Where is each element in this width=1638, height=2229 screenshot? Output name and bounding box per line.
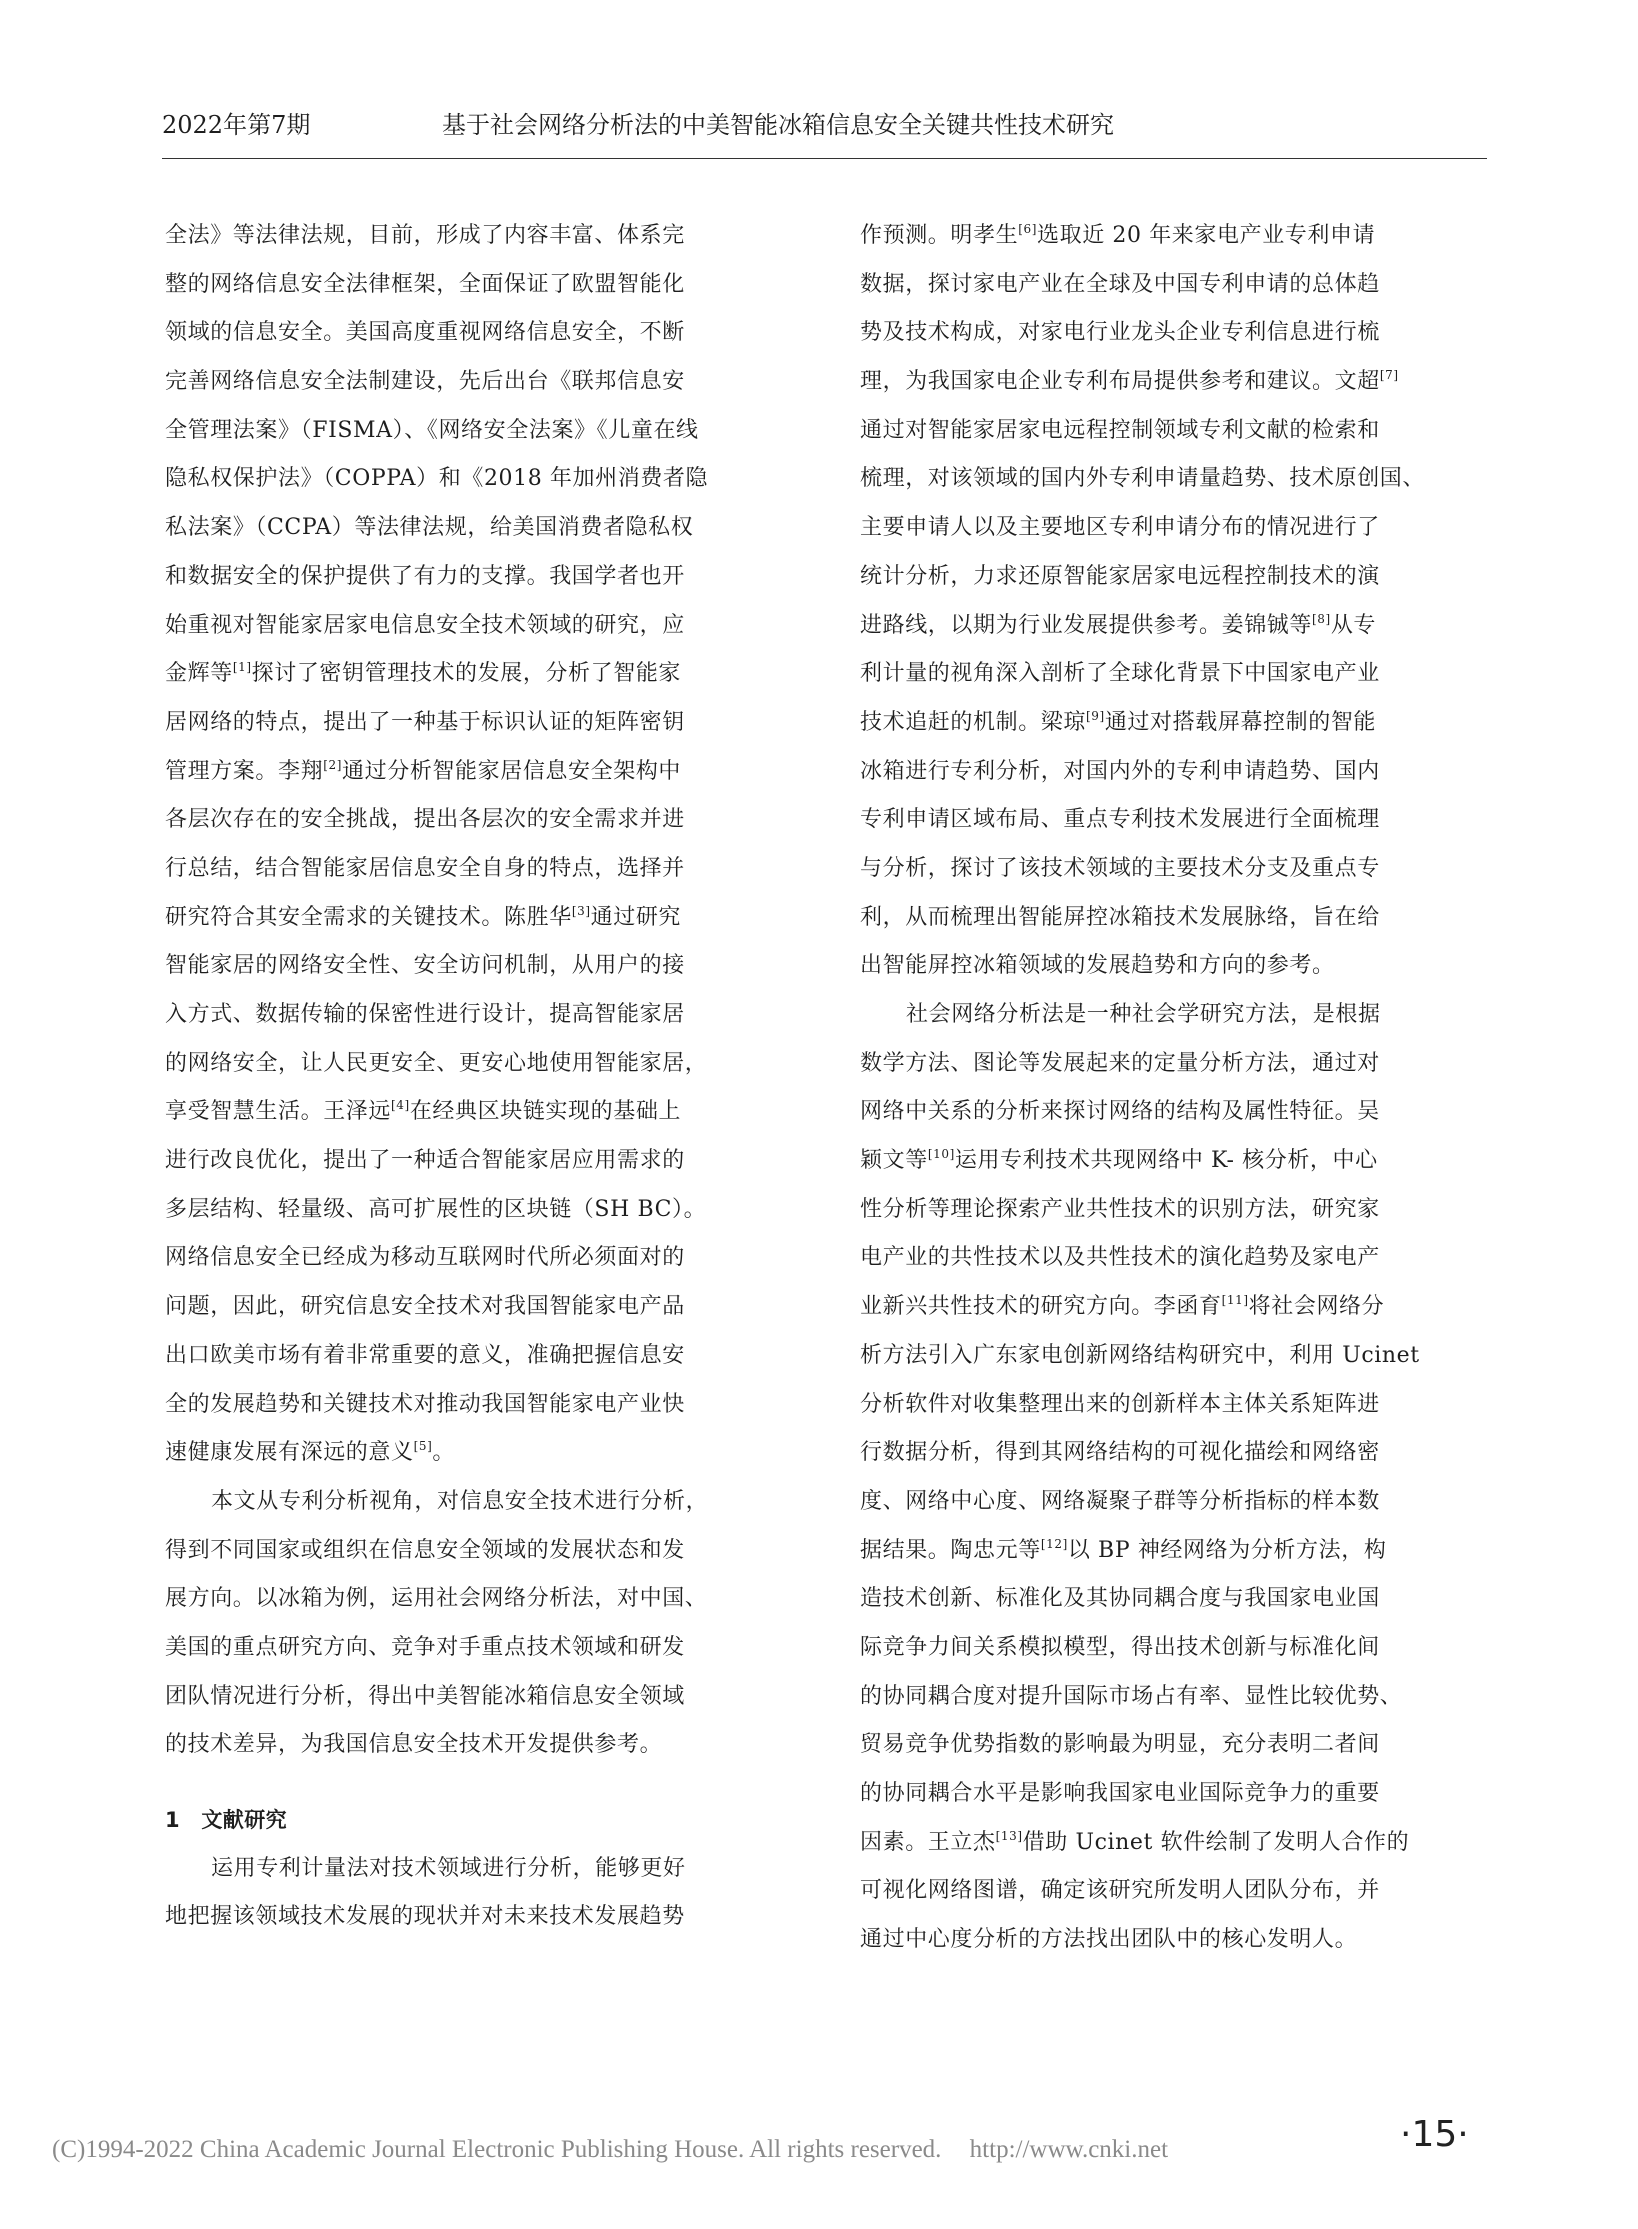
citation-ref: [2] bbox=[323, 757, 343, 772]
line-text: 得到不同国家或组织在信息安全领域的发展状态和发 bbox=[165, 1537, 685, 1563]
text-line bbox=[165, 650, 793, 699]
line-text: 析方法引入广东家电创新网络结构研究中，利用 Ucinet bbox=[860, 1342, 1420, 1368]
citation-ref: [9] bbox=[1086, 708, 1105, 723]
line-text: 全的发展趋势和关键技术对推动我国智能家电产业快 bbox=[165, 1391, 685, 1417]
text-line bbox=[165, 796, 793, 845]
text-line bbox=[165, 1478, 793, 1527]
text-line bbox=[860, 309, 1488, 358]
text-line bbox=[860, 1332, 1488, 1381]
text-line bbox=[165, 309, 793, 358]
text-line bbox=[165, 1721, 793, 1770]
line-text: 金辉等 bbox=[165, 661, 233, 687]
text-line bbox=[860, 1234, 1488, 1283]
line-text: 理，为我国家电企业专利布局提供参考和建议。文超 bbox=[860, 369, 1380, 395]
text-line bbox=[860, 1429, 1488, 1478]
line-text: 利，从而梳理出智能屏控冰箱技术发展脉络，旨在给 bbox=[860, 904, 1380, 930]
line-text-rest: 。 bbox=[432, 1440, 456, 1466]
text-line bbox=[165, 1381, 793, 1430]
line-text-rest: 借助 Ucinet 软件绘制了发明人合作的 bbox=[1022, 1829, 1410, 1855]
text-line bbox=[860, 1040, 1488, 1089]
text-line bbox=[860, 1186, 1488, 1235]
line-text: 智能家居的网络安全性、安全访问机制，从用户的接 bbox=[165, 953, 685, 979]
text-line bbox=[860, 1575, 1488, 1624]
text-line bbox=[860, 1819, 1488, 1868]
line-text: 始重视对智能家居家电信息安全技术领域的研究，应 bbox=[165, 612, 685, 638]
text-line bbox=[860, 650, 1488, 699]
line-text: 和数据安全的保护提供了有力的支撑。我国学者也开 bbox=[165, 563, 685, 589]
citation-ref: [13] bbox=[995, 1828, 1023, 1843]
line-text: 分析软件对收集整理出来的创新样本主体关系矩阵进 bbox=[860, 1391, 1380, 1417]
left-column bbox=[165, 212, 793, 1942]
line-text: 进路线，以期为行业发展提供参考。姜锦铖等 bbox=[860, 612, 1313, 638]
text-line bbox=[165, 553, 793, 602]
line-text: 享受智慧生活。王泽远 bbox=[165, 1099, 392, 1125]
text-line bbox=[165, 455, 793, 504]
text-line bbox=[165, 1040, 793, 1089]
line-text: 造技术创新、标准化及其协同耦合度与我国家电业国 bbox=[860, 1586, 1380, 1612]
citation-ref: [5] bbox=[413, 1439, 433, 1454]
right-column bbox=[860, 212, 1488, 1965]
line-text: 隐私权保护法》（COPPA）和《2018 年加州消费者隐 bbox=[165, 466, 709, 492]
line-text-rest: 通过对搭载屏幕控制的智能 bbox=[1104, 709, 1377, 735]
line-text: 技术追赶的机制。梁琼 bbox=[860, 709, 1087, 735]
citation-ref: [11] bbox=[1221, 1293, 1249, 1308]
line-text: 贸易竞争优势指数的影响最为明显，充分表明二者间 bbox=[860, 1732, 1380, 1758]
line-text: 速健康发展有深远的意义 bbox=[165, 1440, 414, 1466]
line-text: 美国的重点研究方向、竞争对手重点技术领域和研发 bbox=[165, 1634, 685, 1660]
text-line bbox=[860, 991, 1488, 1040]
text-line bbox=[860, 1137, 1488, 1186]
running-header bbox=[162, 110, 1487, 160]
line-text: 管理方案。李翔 bbox=[165, 758, 324, 784]
text-line bbox=[165, 1429, 793, 1478]
text-line bbox=[165, 602, 793, 651]
line-text: 社会网络分析法是一种社会学研究方法，是根据 bbox=[906, 1002, 1381, 1027]
line-text: 与分析，探讨了该技术领域的主要技术分支及重点专 bbox=[860, 855, 1380, 881]
line-text: 业新兴共性技术的研究方向。李函育 bbox=[860, 1294, 1222, 1320]
line-text: 的网络安全，让人民更安全、更安心地使用智能家居， bbox=[165, 1050, 708, 1076]
text-line bbox=[165, 991, 793, 1040]
text-line bbox=[860, 407, 1488, 456]
text-line bbox=[860, 1867, 1488, 1916]
line-text-rest: 选取近 20 年来家电产业专利申请 bbox=[1037, 223, 1376, 248]
header-rule bbox=[162, 158, 1487, 159]
text-line bbox=[165, 699, 793, 748]
text-line bbox=[860, 894, 1488, 943]
line-text: 的技术差异，为我国信息安全技术开发提供参考。 bbox=[165, 1732, 663, 1758]
text-line bbox=[860, 1527, 1488, 1576]
line-text: 度、网络中心度、网络凝聚子群等分析指标的样本数 bbox=[860, 1488, 1380, 1514]
text-line bbox=[860, 1916, 1488, 1965]
line-text: 私法案》（CCPA）等法律法规，给美国消费者隐私权 bbox=[165, 515, 694, 541]
line-text: 本文从专利分析视角，对信息安全技术进行分析， bbox=[211, 1488, 709, 1514]
cnki-url: http://www.cnki.net bbox=[969, 2136, 1169, 2163]
text-line bbox=[165, 1234, 793, 1283]
section-gap bbox=[165, 1770, 793, 1796]
text-line bbox=[165, 1893, 793, 1942]
line-text: 颖文等 bbox=[860, 1148, 928, 1174]
line-text: 势及技术构成，对家电行业龙头企业专利信息进行梳 bbox=[860, 320, 1380, 346]
line-text: 数据，探讨家电产业在全球及中国专利申请的总体趋 bbox=[860, 271, 1380, 297]
running-title: 基于社会网络分析法的中美智能冰箱信息安全关键共性技术研究 bbox=[442, 111, 1114, 139]
text-line bbox=[165, 261, 793, 310]
line-text: 全法》等法律法规，目前，形成了内容丰富、体系完 bbox=[165, 223, 685, 248]
text-line bbox=[860, 1478, 1488, 1527]
line-text: 整的网络信息安全法律框架，全面保证了欧盟智能化 bbox=[165, 271, 685, 297]
line-text: 利计量的视角深入剖析了全球化背景下中国家电产业 bbox=[860, 661, 1380, 687]
text-line bbox=[860, 845, 1488, 894]
citation-ref: [8] bbox=[1312, 611, 1331, 626]
citation-ref: [10] bbox=[927, 1147, 955, 1162]
line-text: 行数据分析，得到其网络结构的可视化描绘和网络密 bbox=[860, 1440, 1380, 1466]
text-line bbox=[860, 261, 1488, 310]
line-text: 出智能屏控冰箱领域的发展趋势和方向的参考。 bbox=[860, 953, 1335, 979]
text-line bbox=[860, 748, 1488, 797]
text-line bbox=[165, 1088, 793, 1137]
text-line bbox=[860, 1088, 1488, 1137]
text-line bbox=[860, 1381, 1488, 1430]
line-text-rest: 从专 bbox=[1330, 612, 1377, 638]
citation-ref: [7] bbox=[1379, 368, 1399, 383]
line-text: 性分析等理论探索产业共性技术的识别方法，研究家 bbox=[860, 1196, 1380, 1222]
line-text: 网络中关系的分析来探讨网络的结构及属性特征。吴 bbox=[860, 1099, 1380, 1125]
line-text: 居网络的特点，提出了一种基于标识认证的矩阵密钥 bbox=[165, 709, 685, 735]
line-text: 数学方法、图论等发展起来的定量分析方法，通过对 bbox=[860, 1050, 1380, 1076]
line-text: 全管理法案》（FISMA）、《网络安全法案》《儿童在线 bbox=[165, 417, 699, 443]
line-text: 完善网络信息安全法制建设，先后出台《联邦信息安 bbox=[165, 369, 685, 395]
citation-ref: [6] bbox=[1018, 222, 1038, 236]
text-line bbox=[165, 1673, 793, 1722]
citation-ref: [4] bbox=[391, 1098, 410, 1113]
text-line bbox=[165, 1332, 793, 1381]
line-text: 领域的信息安全。美国高度重视网络信息安全，不断 bbox=[165, 320, 685, 346]
text-line bbox=[165, 504, 793, 553]
text-line bbox=[165, 1624, 793, 1673]
line-text: 际竞争力间关系模拟模型，得出技术创新与标准化间 bbox=[860, 1634, 1380, 1660]
line-text: 的协同耦合度对提升国际市场占有率、显性比较优势、 bbox=[860, 1683, 1403, 1709]
text-line bbox=[165, 942, 793, 991]
line-text-rest: 以 BP 神经网络为分析方法，构 bbox=[1067, 1537, 1387, 1563]
line-text: 网络信息安全已经成为移动互联网时代所必须面对的 bbox=[165, 1245, 685, 1271]
text-line bbox=[860, 455, 1488, 504]
line-text: 行总结，结合智能家居信息安全自身的特点，选择并 bbox=[165, 855, 685, 881]
line-text: 主要申请人以及主要地区专利申请分布的情况进行了 bbox=[860, 515, 1380, 541]
line-text: 出口欧美市场有着非常重要的意义，准确把握信息安 bbox=[165, 1342, 685, 1368]
text-line bbox=[165, 1137, 793, 1186]
line-text-rest: 在经典区块链实现的基础上 bbox=[409, 1099, 682, 1125]
line-text: 研究符合其安全需求的关键技术。陈胜华 bbox=[165, 904, 572, 930]
section-heading bbox=[165, 1796, 793, 1845]
line-text: 地把握该领域技术发展的现状并对未来技术发展趋势 bbox=[165, 1904, 685, 1930]
text-line bbox=[860, 212, 1488, 261]
text-line bbox=[860, 796, 1488, 845]
line-text: 电产业的共性技术以及共性技术的演化趋势及家电产 bbox=[860, 1245, 1380, 1271]
text-line bbox=[165, 1527, 793, 1576]
line-text: 展方向。以冰箱为例，运用社会网络分析法，对中国、 bbox=[165, 1586, 708, 1612]
line-text: 多层结构、轻量级、高可扩展性的区块链（SH BC）。 bbox=[165, 1196, 707, 1222]
line-text: 据结果。陶忠元等 bbox=[860, 1537, 1041, 1563]
text-line bbox=[860, 602, 1488, 651]
text-line bbox=[165, 845, 793, 894]
text-line bbox=[860, 1283, 1488, 1332]
text-line bbox=[165, 1186, 793, 1235]
line-text: 作预测。明孝生 bbox=[860, 223, 1019, 248]
line-text: 统计分析，力求还原智能家居家电远程控制技术的演 bbox=[860, 563, 1380, 589]
line-text-rest: 通过分析智能家居信息安全架构中 bbox=[342, 758, 682, 784]
text-line bbox=[860, 504, 1488, 553]
line-text: 通过中心度分析的方法找出团队中的核心发明人。 bbox=[860, 1927, 1358, 1953]
text-line bbox=[860, 553, 1488, 602]
line-text: 通过对智能家居家电远程控制领域专利文献的检索和 bbox=[860, 417, 1380, 443]
line-text-rest: 将社会网络分 bbox=[1248, 1294, 1385, 1320]
line-text-rest: 探讨了密钥管理技术的发展，分析了智能家 bbox=[251, 661, 682, 687]
text-line bbox=[860, 1721, 1488, 1770]
citation-ref: [1] bbox=[232, 660, 252, 675]
line-text: 梳理，对该领域的国内外专利申请量趋势、技术原创国、 bbox=[860, 466, 1426, 492]
line-text-rest: 运用专利技术共现网络中 K- 核分析，中心 bbox=[954, 1148, 1378, 1174]
text-line bbox=[165, 894, 793, 943]
text-line bbox=[165, 1575, 793, 1624]
text-line bbox=[860, 358, 1488, 407]
line-text: 可视化网络图谱，确定该研究所发明人团队分布，并 bbox=[860, 1878, 1380, 1904]
line-text: 的协同耦合水平是影响我国家电业国际竞争力的重要 bbox=[860, 1781, 1380, 1806]
text-line bbox=[165, 1283, 793, 1332]
text-line bbox=[165, 407, 793, 456]
line-text: 入方式、数据传输的保密性进行设计，提高智能家居 bbox=[165, 1002, 685, 1027]
line-text: 1 文献研究 bbox=[165, 1808, 288, 1832]
line-text: 专利申请区域布局、重点专利技术发展进行全面梳理 bbox=[860, 807, 1380, 833]
line-text-rest: 通过研究 bbox=[590, 904, 682, 930]
text-line bbox=[165, 358, 793, 407]
line-text: 因素。王立杰 bbox=[860, 1829, 996, 1855]
line-text: 运用专利计量法对技术领域进行分析，能够更好 bbox=[211, 1855, 686, 1881]
text-line bbox=[860, 1770, 1488, 1819]
line-text: 团队情况进行分析，得出中美智能冰箱信息安全领域 bbox=[165, 1683, 685, 1709]
journal-issue: 2022年第7期 bbox=[162, 111, 311, 139]
text-line bbox=[860, 1673, 1488, 1722]
text-line bbox=[165, 1845, 793, 1894]
copyright-text: (C)1994-2022 China Academic Journal Electronic Publishing House. All rights reserved. bbox=[52, 2136, 942, 2163]
line-text: 进行改良优化，提出了一种适合智能家居应用需求的 bbox=[165, 1148, 685, 1174]
line-text: 各层次存在的安全挑战，提出各层次的安全需求并进 bbox=[165, 807, 685, 833]
page-number: ·15· bbox=[1400, 2114, 1469, 2155]
text-line bbox=[860, 942, 1488, 991]
text-line bbox=[165, 212, 793, 261]
text-line bbox=[165, 748, 793, 797]
copyright-footer bbox=[52, 2136, 1382, 2176]
text-line bbox=[860, 699, 1488, 748]
citation-ref: [12] bbox=[1040, 1536, 1068, 1551]
text-line bbox=[860, 1624, 1488, 1673]
line-text: 冰箱进行专利分析，对国内外的专利申请趋势、国内 bbox=[860, 758, 1380, 784]
citation-ref: [3] bbox=[571, 903, 591, 918]
line-text: 问题，因此，研究信息安全技术对我国智能家电产品 bbox=[165, 1294, 685, 1320]
